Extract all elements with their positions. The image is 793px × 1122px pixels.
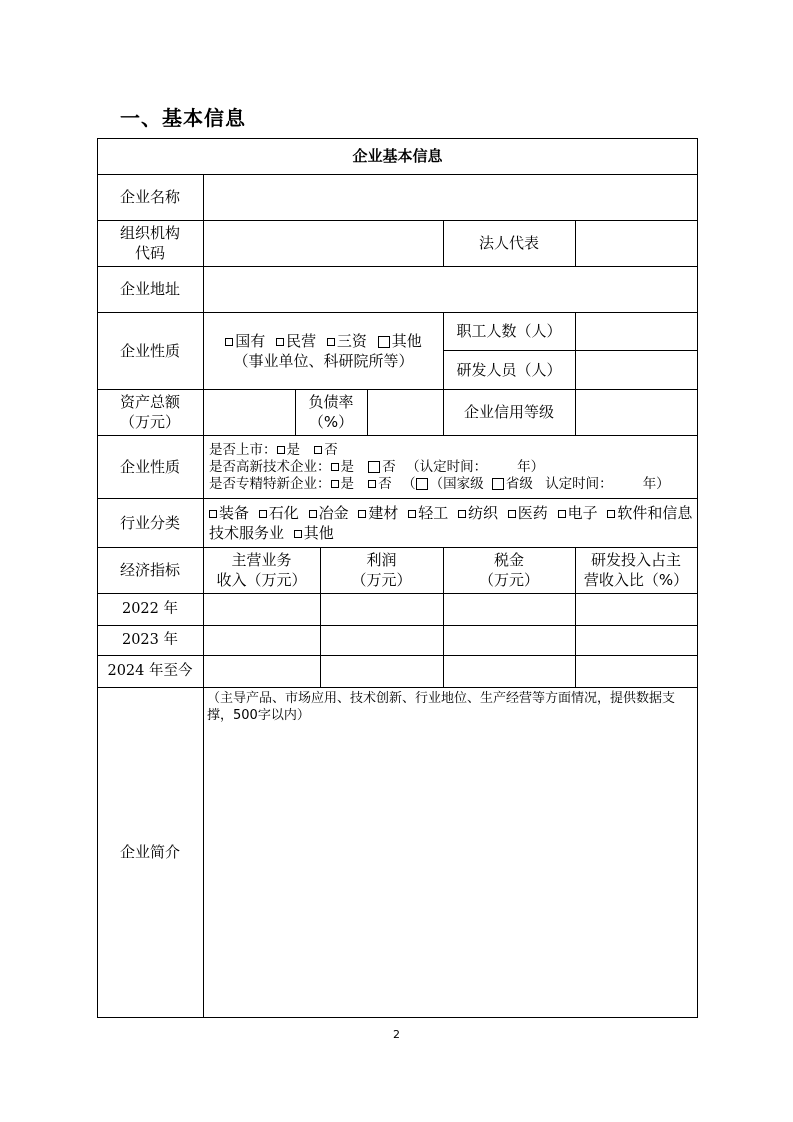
col-revenue-line1: 主营业务	[231, 551, 292, 569]
hitech-yes: 是	[340, 458, 354, 475]
revenue-2023-field[interactable]	[204, 626, 320, 655]
label-legal-rep: 法人代表	[478, 234, 539, 252]
profit-2024-field[interactable]	[321, 656, 443, 687]
label-org-code-line2: 代码	[134, 244, 165, 262]
col-rd-ratio-line1: 研发投入占主	[590, 551, 681, 569]
ownership-note: （事业单位、科研院所等）	[233, 352, 414, 370]
col-revenue-line2: 收入（万元）	[216, 571, 307, 589]
specialized-line	[209, 476, 670, 493]
specialized-yes: 是	[340, 475, 354, 492]
label-company-name: 企业名称	[119, 188, 180, 206]
profit-2023-field[interactable]	[321, 626, 443, 655]
label-econ: 经济指标	[119, 561, 180, 579]
label-ownership: 企业性质	[119, 341, 180, 360]
checkbox-hitech-yes[interactable]	[331, 463, 339, 471]
col-rd-ratio	[575, 547, 697, 593]
option-other: 其他	[391, 332, 422, 350]
checkbox-industry-textile[interactable]	[458, 510, 466, 518]
intro-field[interactable]	[207, 690, 693, 1015]
checkbox-state-owned[interactable]	[225, 338, 233, 346]
label-credit-rating: 企业信用等级	[463, 403, 554, 421]
label-employees: 职工人数（人）	[456, 322, 562, 340]
checkbox-listed-no[interactable]	[314, 446, 322, 454]
col-profit	[320, 547, 443, 593]
option-state-owned: 国有	[235, 332, 266, 350]
hitech-question: 是否高新技术企业：	[209, 458, 331, 475]
checkbox-hitech-no[interactable]	[368, 461, 380, 473]
company-name-field[interactable]	[204, 175, 697, 220]
rd-ratio-2024-field[interactable]	[576, 656, 697, 687]
label-debt-ratio-line1: 负债率	[308, 393, 354, 411]
checkbox-industry-petrochem[interactable]	[259, 510, 267, 518]
hitech-no: 否	[382, 458, 396, 475]
tax-2023-field[interactable]	[444, 626, 575, 655]
col-revenue	[203, 547, 320, 593]
label-org-code-line1: 组织机构	[119, 224, 180, 242]
checkbox-industry-software[interactable]	[607, 510, 615, 518]
rd-ratio-2023-field[interactable]	[576, 626, 697, 655]
checkbox-private[interactable]	[276, 338, 284, 346]
col-profit-line1: 利润	[366, 551, 397, 569]
industry-metallurgy: 冶金	[318, 504, 349, 522]
total-assets-field[interactable]	[204, 390, 295, 435]
label-status: 企业性质	[119, 457, 180, 476]
credit-rating-field[interactable]	[576, 390, 697, 435]
industry-petrochem: 石化	[268, 504, 299, 522]
page-number: 2	[393, 1028, 400, 1041]
revenue-2022-field[interactable]	[204, 594, 320, 625]
rd-staff-field[interactable]	[576, 351, 697, 389]
checkbox-national[interactable]	[416, 478, 428, 490]
legal-rep-field[interactable]	[576, 221, 697, 266]
intro-hint: （主导产品、市场应用、技术创新、行业地位、生产经营等方面情况，提供数据支撑，500字以内）	[207, 691, 676, 723]
listed-no: 否	[324, 441, 338, 458]
specialized-question: 是否专精特新企业：	[209, 475, 331, 492]
col-rd-ratio-line2: 营收入比（%）	[583, 571, 689, 589]
checkbox-industry-metallurgy[interactable]	[309, 510, 317, 518]
tax-2024-field[interactable]	[444, 656, 575, 687]
label-address: 企业地址	[119, 280, 180, 298]
label-total-assets-line1: 资产总额	[119, 393, 180, 411]
specialized-year: 年）	[642, 475, 670, 492]
label-org-code	[97, 220, 203, 266]
checkbox-industry-pharma[interactable]	[508, 510, 516, 518]
tax-2022-field[interactable]	[444, 594, 575, 625]
industry-equipment: 装备	[219, 504, 250, 522]
hitech-year: 年）	[517, 458, 545, 475]
rd-ratio-2022-field[interactable]	[576, 594, 697, 625]
label-total-assets-line2: （万元）	[119, 413, 180, 431]
label-debt-ratio-line2: （%）	[308, 413, 354, 431]
industry-electronics: 电子	[567, 504, 598, 522]
checkbox-specialized-no[interactable]	[368, 480, 376, 488]
address-field[interactable]	[204, 267, 697, 312]
row-label-2023: 2023 年	[121, 632, 178, 648]
col-profit-line2: （万元）	[351, 571, 412, 589]
checkbox-provincial[interactable]	[492, 478, 504, 490]
industry-options	[209, 500, 695, 546]
rule	[697, 138, 698, 1018]
hitech-line	[209, 459, 544, 476]
listed-line	[209, 442, 338, 459]
rule	[97, 1017, 698, 1018]
label-intro: 企业简介	[119, 843, 180, 861]
ownership-options	[204, 313, 443, 389]
industry-other: 其他	[303, 524, 334, 542]
revenue-2024-field[interactable]	[204, 656, 320, 687]
specialized-national: （国家级	[429, 475, 484, 492]
checkbox-specialized-yes[interactable]	[331, 480, 339, 488]
label-total-assets	[97, 389, 203, 435]
checkbox-industry-building[interactable]	[358, 510, 366, 518]
checkbox-industry-equipment[interactable]	[209, 510, 217, 518]
specialized-national-open: （	[402, 475, 416, 492]
label-debt-ratio	[295, 389, 367, 435]
option-private: 民营	[286, 332, 317, 350]
specialized-cert-time: 认定时间：	[545, 475, 613, 492]
table-title: 企业基本信息	[352, 147, 443, 165]
specialized-provincial: 省级	[505, 475, 533, 492]
row-label-2022: 2022 年	[121, 601, 178, 617]
profit-2022-field[interactable]	[321, 594, 443, 625]
checkbox-foreign[interactable]	[327, 338, 335, 346]
hitech-cert-time: （认定时间：	[406, 458, 488, 475]
row-label-2024: 2024 年至今	[107, 663, 193, 679]
status-options	[209, 438, 695, 496]
listed-question: 是否上市：	[209, 441, 277, 458]
industry-software: 软件和信息技术服务业	[209, 504, 693, 542]
option-foreign: 三资	[336, 332, 367, 350]
checkbox-industry-light[interactable]	[408, 510, 416, 518]
checkbox-industry-other[interactable]	[294, 530, 302, 538]
col-tax	[443, 547, 575, 593]
company-info-form	[97, 138, 698, 1018]
org-code-field[interactable]	[204, 221, 443, 266]
col-tax-line2: （万元）	[478, 571, 539, 589]
employees-field[interactable]	[576, 313, 697, 350]
specialized-no: 否	[378, 475, 392, 492]
label-rd-staff: 研发人员（人）	[456, 360, 562, 379]
label-industry: 行业分类	[119, 513, 180, 532]
checkbox-industry-electronics[interactable]	[558, 510, 566, 518]
industry-light: 轻工	[418, 504, 449, 522]
checkbox-listed-yes[interactable]	[277, 446, 285, 454]
section-heading: 一、基本信息	[120, 106, 246, 130]
checkbox-other[interactable]	[378, 336, 390, 348]
listed-yes: 是	[286, 441, 300, 458]
debt-ratio-field[interactable]	[368, 390, 443, 435]
industry-building: 建材	[368, 504, 399, 522]
industry-pharma: 医药	[517, 504, 548, 522]
col-tax-line1: 税金	[493, 551, 524, 569]
industry-textile: 纺织	[467, 504, 498, 522]
